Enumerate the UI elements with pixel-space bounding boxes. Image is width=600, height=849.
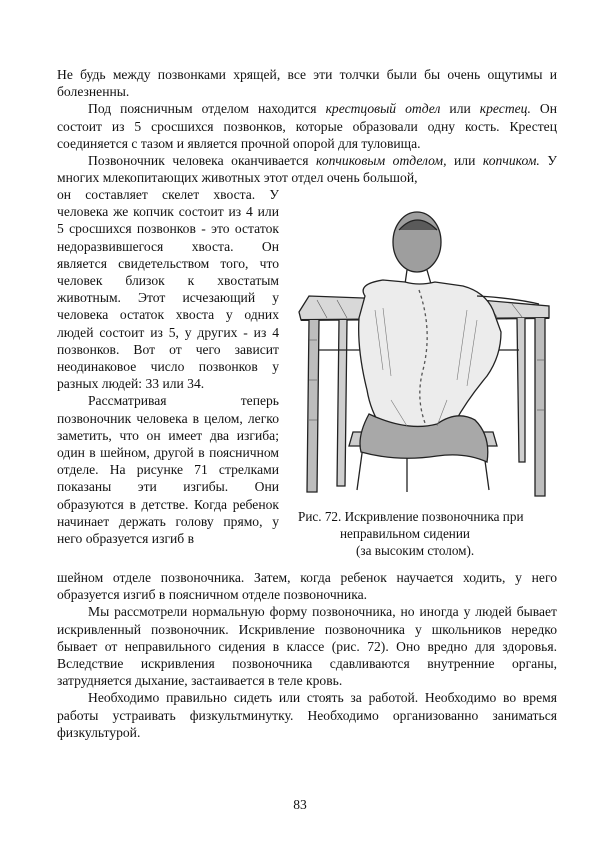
text-block-bottom bbox=[57, 569, 557, 741]
paragraph-6: Необходимо правильно сидеть или стоять за работой. Необходимо во время работы устраивать физкультминутку. Необходимо организованно заниматься физкультурой. bbox=[57, 690, 557, 740]
paragraph-2 bbox=[57, 100, 557, 152]
paragraph-3-continued: он составляет скелет хвоста. У человека же копчик состоит из 4 или 5 сросшихся позвонков - это остаток недоразвившегося хвоста. Он является свидетельством того, что человек близок к хвостатым животным. Этот исчезающий у человека остаток хвоста у одних людей состоит из 5, у других - из 4 позвонков. Вот от чего зависит неодинаковое число позвонков у разных людей: 33 или 34. bbox=[57, 187, 279, 392]
term-coccygeal-section: копчиковым отделом, bbox=[316, 153, 447, 169]
paragraph-2-text-a: Под поясничным отделом находится bbox=[88, 101, 326, 117]
text-block-left-column bbox=[57, 186, 279, 547]
paragraph-3-start bbox=[57, 152, 557, 186]
paragraph-5: Мы рассмотрели нормальную форму позвоночника, но иногда у людей бывает искривленный позвоночник. Искривление позвоночника у школьников нередко бывает от неправильного сидения в классе (рис. 72). Оно вредно для здоровья. Вследствие искривления позвоночника сдавливаются внутренние органы, затрудняется дыхание, застаивается в теле кровь. bbox=[57, 604, 557, 689]
caption-line-2: неправильном сидении bbox=[340, 526, 470, 541]
paragraph-1: Не будь между позвонками хрящей, все эти толчки были бы очень ощутимы и болезненны. bbox=[57, 67, 557, 100]
term-sacral-section: крестцовый отдел bbox=[325, 101, 441, 117]
paragraph-3-text-c: или bbox=[446, 153, 483, 169]
paragraph-4-start: Рассматривая теперь позвоночник человека в целом, легко заметить, что он имеет два изгиба; один в шейном, другой в поясничном отделе. На рисунке 71 стрелками показаны эти изгибы. Они образуются в детстве. Когда ребенок начинает держать голову прямо, у него образуется изгиб в bbox=[57, 393, 279, 547]
paragraph-2-text-e: Он состоит из 5 сросшихся позвонков, которые образовали одну кость. Крестец соединяется с тазом и является прочной опорой для туловища. bbox=[57, 101, 557, 151]
paragraph-3-text-a: Позвоночник человека оканчивается bbox=[88, 153, 316, 169]
paragraph-3-text-e: У многих млекопитающих животных этот отдел очень большой, bbox=[57, 153, 557, 186]
page-number: 83 bbox=[293, 797, 307, 812]
paragraph-4-continued: шейном отделе позвоночника. Затем, когда ребенок научается ходить, у него образуется изгиб в поясничном отделе позвоночника. bbox=[57, 570, 557, 603]
caption-line-3: (за высоким столом). bbox=[356, 543, 475, 558]
figure-72-caption bbox=[298, 508, 558, 559]
text-block-top bbox=[57, 66, 557, 186]
paragraph-2-text-c: или bbox=[440, 101, 480, 117]
term-sacrum: крестец. bbox=[479, 101, 531, 117]
figure-72-illustration bbox=[287, 200, 557, 498]
slouched-sitting-boy-drawing bbox=[287, 200, 557, 498]
term-coccyx: копчиком. bbox=[482, 153, 540, 169]
caption-line-1: Рис. 72. Искривление позвоночника при bbox=[298, 509, 524, 524]
